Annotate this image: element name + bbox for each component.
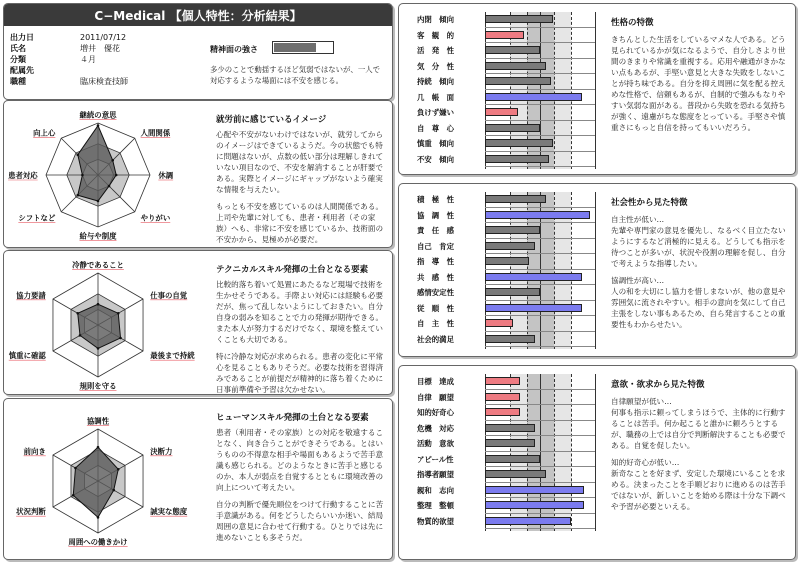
bar-label: 物質的欲望 xyxy=(417,516,454,526)
bar xyxy=(485,15,553,23)
paragraph: 協調性が高い… xyxy=(611,276,665,285)
mental-strength-label: 精神面の強さ xyxy=(210,45,258,54)
paragraph: 患者（利用者・その家族）との対応を敬遠することなく、向き合うことができそうである。とはいうものの不得意な相手や場面もあるようで苦手意識も感じられる。どのようなときに苦手と感じるのか、本人が弱点を自覚するとともに環境改善の向上について考えたい。 xyxy=(216,428,384,492)
bar-label: 持続 傾向 xyxy=(417,77,454,86)
row-divider xyxy=(485,528,595,529)
radar-chart-human-skill xyxy=(8,403,188,553)
row-divider xyxy=(485,166,595,167)
bar-label: 目標 達成 xyxy=(417,377,454,386)
mental-strength-text: 多少のことで動揺するほど気弱ではないが、一人で対応するような場面には不安を感じる。 xyxy=(210,65,380,85)
scale-line xyxy=(595,192,596,349)
radar-data-point xyxy=(76,312,79,315)
row-divider xyxy=(485,207,595,208)
radar-axis-label: やりがい xyxy=(140,213,171,223)
bar xyxy=(485,335,535,343)
radar-data-point xyxy=(117,468,120,471)
row-divider xyxy=(485,315,595,316)
radar-axis-label: 休調 xyxy=(158,171,174,180)
bar-label: 客 観 的 xyxy=(417,30,454,40)
radar-axis-label: 誠実な態度 xyxy=(150,507,188,517)
paragraph: 何事も指示に頼ってしまうほうで、主体的に行動することは苦手。何か起こると誰かに頼ろうとするが、職務の上では自分で判断解決することも必要である。自覚を促したい。 xyxy=(611,408,786,450)
bar-label: 従 順 性 xyxy=(417,303,454,313)
row-divider xyxy=(485,135,595,136)
row-divider xyxy=(485,404,595,405)
profile-panel xyxy=(3,3,393,100)
bar-label: 危機 対応 xyxy=(417,423,454,433)
bar xyxy=(485,211,590,219)
bar xyxy=(485,501,584,509)
profile-value: 2011/07/12 xyxy=(80,33,127,42)
bar xyxy=(485,108,518,116)
bar-label: 活動 意欲 xyxy=(417,439,454,448)
paragraph: 新奇なことを好まず、安定した環境にいることを求める。決まったことを手順どおりに進めるのは苦手ではないが、新しいことを始める際は十分な下調べや予習が必要といえる。 xyxy=(611,469,786,511)
section-title: テクニカルスキル発揮の土台となる要素 xyxy=(216,265,369,275)
radar-data-point xyxy=(97,516,100,519)
row-divider xyxy=(485,222,595,223)
mental-strength-gauge xyxy=(272,41,334,54)
paragraph: 特に冷静な対応が求められる。患者の変化に平常心を見ることもありそうだ。必要な技術を習得済みであることが前提だが精神的に落ち着くために日事前準備や予習は欠かせない。 xyxy=(216,352,384,394)
radar-data-point xyxy=(74,467,77,470)
bar-label: 社会的満足 xyxy=(417,334,454,344)
bar-label: 積 極 性 xyxy=(417,195,454,204)
row-divider xyxy=(485,331,595,332)
technical-skill-panel xyxy=(3,250,393,395)
bar-label: 整理 整頓 xyxy=(417,501,454,510)
radar-data-point xyxy=(97,446,100,449)
row-divider xyxy=(485,73,595,74)
radar-axis-label: 向上心 xyxy=(33,128,56,138)
row-divider xyxy=(485,27,595,28)
bar xyxy=(485,288,540,296)
bar xyxy=(485,257,529,265)
radar-axis-label: 規則を守る xyxy=(79,381,117,391)
bar xyxy=(485,408,520,416)
row-divider xyxy=(485,466,595,467)
scale-line xyxy=(595,12,596,169)
row-divider xyxy=(485,420,595,421)
bar-label: 活 発 性 xyxy=(417,46,454,55)
section-body xyxy=(216,129,386,251)
row-divider xyxy=(485,89,595,90)
scale-line xyxy=(554,12,555,169)
paragraph: 人の和を大切にし協力を惜しまないが、他の意見や雰囲気に流されやすい。相手の意向を気にして自己主張をしない事もあるため、自ら発言することの重要性もわからせたい。 xyxy=(611,287,786,329)
bar-label: 親和 志向 xyxy=(417,485,454,495)
radar-axis-label: 周囲への働きかけ xyxy=(68,537,128,547)
bar-label: 感情安定性 xyxy=(417,288,454,297)
section-body xyxy=(611,214,787,336)
radar-data-point xyxy=(97,124,100,127)
bar xyxy=(485,77,551,85)
radar-axis-label: 最後まで持続 xyxy=(150,351,195,361)
row-divider xyxy=(485,300,595,301)
radar-data-point xyxy=(115,174,118,177)
row-divider xyxy=(485,482,595,483)
section-title: ヒューマンスキル発揮の土台となる要素 xyxy=(216,413,369,423)
radar-axis-label: 協調性 xyxy=(86,416,110,426)
radar-data-point xyxy=(111,159,114,162)
bar-label: 気 分 性 xyxy=(417,61,454,71)
row-divider xyxy=(485,120,595,121)
row-divider xyxy=(485,284,595,285)
bar xyxy=(485,486,584,494)
section-body xyxy=(216,279,386,401)
scale-line xyxy=(595,374,596,531)
radar-data-point xyxy=(81,174,84,177)
bar-label: 自己 肯定 xyxy=(417,241,454,251)
row-divider xyxy=(485,513,595,514)
radar-axis-label: 決断力 xyxy=(150,446,173,456)
profile-row xyxy=(10,65,190,76)
bar xyxy=(485,226,540,234)
radar-data-point xyxy=(117,312,120,315)
radar-axis-label: 給与や制度 xyxy=(79,231,117,241)
bar xyxy=(485,319,513,327)
row-divider xyxy=(485,104,595,105)
radar-data-point xyxy=(97,303,100,306)
radar-chart-work-image xyxy=(8,103,188,243)
row-divider xyxy=(485,238,595,239)
radar-data-point xyxy=(97,200,100,203)
profile-row xyxy=(10,54,190,65)
bar xyxy=(485,62,546,70)
bar xyxy=(485,195,546,203)
paragraph: 心配や不安がないわけではないが、就労してからのイメージはできているようだ。今の状態でも特に問題はないが、点数の低い部分は理解しきれていない項目なので、不安を解消することが肝要である。実際とイメージにギャップがないよう確実な情報を与えたい。 xyxy=(216,130,384,194)
section-body xyxy=(216,427,386,549)
personality-panel xyxy=(398,3,796,175)
section-body xyxy=(611,396,787,518)
bar xyxy=(485,46,540,54)
profile-label: 配属先 xyxy=(10,66,34,75)
bar xyxy=(485,155,549,163)
bar-label: 不安 傾向 xyxy=(417,154,454,164)
paragraph: 先輩や専門家の意見を優先し、なるべく目立たないようにするなど消極的に見える。どうしても指示を待つことが多いが、状況や役割の理解を促し、自分で考えような指導したい。 xyxy=(611,226,786,268)
profile-row xyxy=(10,32,190,43)
radar-axis-label: 仕事の自覚 xyxy=(150,290,188,300)
bar xyxy=(485,455,540,463)
bar xyxy=(485,304,582,312)
paragraph: もっとも不安を感じているのは人間関係である。上司や先輩に対しても、患者・利用者（その家族）へも、非常に不安を感じているか、技術面の不安かから、見極めが必要だ。 xyxy=(216,202,384,244)
motivation-panel xyxy=(398,365,796,560)
radar-data-point xyxy=(108,185,111,188)
paragraph: きちんとした生活をしているマメな人である。どう見られているかが気になるようで、自分しさより世間のきまりや常識を重視する。応用や融通がきかない点もあるが、手堅い意見と大きな失敗をしないことが持ち味である。自分を抑え周囲に気を配る控えめな性格で、信頼もあるが、自制的で強みもなりやすい気弱な面がある。普段から失敗を恐れる気持ちが強く、遠慮がちな態度をとっている。手堅さや慎重さにもっと自信を持ってもいいだろう。 xyxy=(611,35,786,132)
bar-label: 責 任 感 xyxy=(417,226,454,235)
section-title: 性格の特徴 xyxy=(611,18,654,28)
mental-strength-fill xyxy=(274,43,316,52)
bar xyxy=(485,242,535,250)
profile-value: ４月 xyxy=(80,55,96,64)
radar-axis-label: 患者対応 xyxy=(8,171,38,180)
row-divider xyxy=(485,58,595,59)
bar xyxy=(485,470,546,478)
bar-label: 内閉 傾向 xyxy=(417,15,454,24)
radar-axis-label: 状況判断 xyxy=(16,507,46,517)
bar xyxy=(485,517,571,525)
bar xyxy=(485,139,553,147)
bar xyxy=(485,439,535,447)
radar-axis-label: 冷静であること xyxy=(72,260,124,270)
paragraph: 自主性が低い… xyxy=(611,215,665,224)
radar-axis-label: 人間関係 xyxy=(140,128,171,138)
radar-data-point xyxy=(97,347,100,350)
profile-label: 出力日 xyxy=(10,33,34,42)
row-divider xyxy=(485,269,595,270)
row-divider xyxy=(485,151,595,152)
bar-label: 負けず嫌い xyxy=(417,108,454,117)
row-divider xyxy=(485,435,595,436)
bar-label: 共 感 性 xyxy=(417,272,454,282)
section-title: 就労前に感じているイメージ xyxy=(216,115,327,125)
section-body xyxy=(611,34,787,139)
radar-data-point xyxy=(72,494,75,497)
bar-label: 自 主 性 xyxy=(417,319,454,328)
profile-value: 増井 優花 xyxy=(80,44,120,53)
radar-axis-label: シフトなど xyxy=(18,213,56,223)
human-skill-panel xyxy=(3,398,393,560)
radar-axis-label: 慎重に確認 xyxy=(8,351,46,361)
bar xyxy=(485,124,540,132)
row-divider xyxy=(485,451,595,452)
bar-label: 慎重 傾向 xyxy=(417,139,454,148)
row-divider xyxy=(485,389,595,390)
radar-axis-label: 継続の意思 xyxy=(79,110,117,120)
bar-label: アピール性 xyxy=(417,454,454,464)
profile-label: 職種 xyxy=(10,77,26,86)
row-divider xyxy=(485,346,595,347)
profile-row xyxy=(10,76,190,87)
bar-label: 自律 願望 xyxy=(417,392,454,402)
profile-row xyxy=(10,43,190,54)
paragraph: 知的好奇心が低い… xyxy=(611,458,680,467)
paragraph: 自分の判断で優先順位をつけて行動することに苦手意識がある。何をどうしたらいいか迷い、結局周囲の意見に合わせて行動する。ひとりでは先に進めないことも多そうだ。 xyxy=(216,500,384,542)
radar-data-point xyxy=(112,489,115,492)
profile-label: 氏名 xyxy=(10,44,26,53)
profile-info xyxy=(10,32,190,87)
bar xyxy=(485,424,535,432)
bar-label: 自 尊 心 xyxy=(417,123,454,133)
bar xyxy=(485,393,520,401)
bar xyxy=(485,93,582,101)
bar-label: 指導者願望 xyxy=(417,470,454,479)
bar xyxy=(485,31,524,39)
bar-label: 知的好奇心 xyxy=(417,408,454,417)
paragraph: 自律願望が低い… xyxy=(611,397,672,406)
section-title: 社会性から見た特徴 xyxy=(611,198,688,208)
bar xyxy=(485,273,582,281)
radar-chart-technical-skill xyxy=(8,253,195,393)
section-title: 意欲・欲求から見た特徴 xyxy=(611,380,705,390)
bar xyxy=(485,377,520,385)
radar-data-point xyxy=(76,194,79,197)
radar-data-point xyxy=(76,153,79,156)
row-divider xyxy=(485,42,595,43)
row-divider xyxy=(485,253,595,254)
bar-label: 几 帳 面 xyxy=(417,92,454,102)
radar-axis-label: 協力要請 xyxy=(16,290,46,300)
radar-data-point xyxy=(119,337,122,340)
bar-label: 協 調 性 xyxy=(417,210,454,220)
paragraph: 比較的落ち着いて処置にあたるなど現場で技術を生かせそうである。手際よい対応には経験も必要だが、焦って乱しないようにしておきたい。自分自身の弱みを知ることで力の発揮が期待できる。また本人が努力するだけでなく、環境を整えていくことも大切である。 xyxy=(216,280,384,344)
profile-value: 臨床検査技師 xyxy=(80,77,128,86)
social-panel xyxy=(398,183,796,357)
radar-axis-label: 前向き xyxy=(23,446,46,456)
profile-label: 分類 xyxy=(10,55,26,64)
radar-data-point xyxy=(79,334,82,337)
bar-label: 指 導 性 xyxy=(417,257,454,266)
scale-line xyxy=(571,12,572,169)
row-divider xyxy=(485,497,595,498)
work-image-panel xyxy=(3,100,393,248)
page-title: C−Medical 【個人特性：分析結果】 xyxy=(4,4,392,26)
